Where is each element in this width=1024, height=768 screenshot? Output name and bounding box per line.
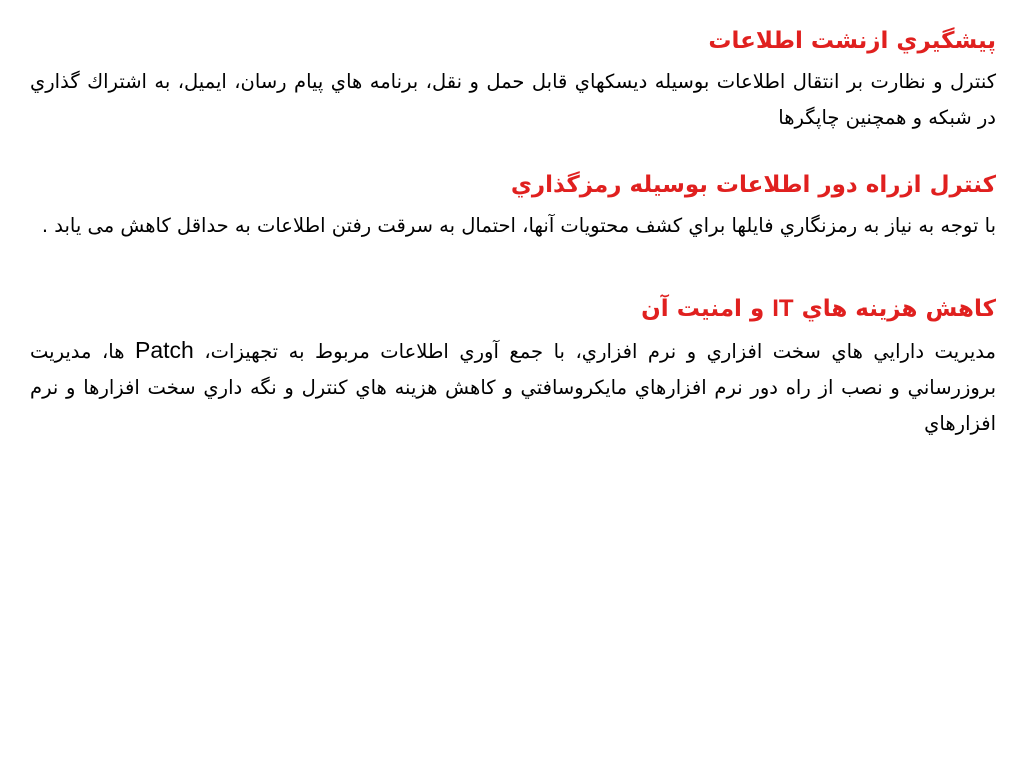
section-it-cost-reduction <box>30 290 996 442</box>
section-heading: کنترل ازراه دور اطلاعات بوسيله رمزگذاري <box>510 172 996 198</box>
section-heading-part: کاهش هزينه هاي <box>801 296 996 322</box>
section-body <box>30 332 996 442</box>
section-remote-encryption <box>30 166 996 244</box>
section-body: با توجه به نياز به رمزنگاري فايلها براي کشف محتويات آنها، احتمال به سرقت رفتن اطلاعات به حداقل کاهش می یابد . <box>41 214 996 237</box>
section-data-leak-prevention <box>30 22 996 136</box>
slide-content <box>30 22 996 442</box>
section-heading-part: و امنيت آن <box>641 296 765 322</box>
section-body-part: ها، مديريت بروزرساني و نصب از راه دور نرم افزارهاي مايکروسافتي و کاهش هزينه هاي کنترل و نگه داري سخت افزارها و نرم افزارهاي <box>30 340 996 435</box>
section-body: کنترل و نظارت بر انتقال اطلاعات بوسيله ديسکهاي قابل حمل و نقل، برنامه هاي پيام رسان، ايميل، به اشتراك گذاري در شبکه و همچنين چاپگرها <box>30 70 996 129</box>
section-heading-latin: IT <box>772 295 794 322</box>
section-heading <box>30 290 996 328</box>
section-body-part: مديريت دارايي هاي سخت افزاري و نرم افزاري، با جمع آوري اطلاعات مربوط به تجهيزات، <box>204 340 996 363</box>
section-body-latin: Patch <box>135 337 194 363</box>
section-heading: پيشگيري ازنشت اطلاعات <box>708 28 996 54</box>
